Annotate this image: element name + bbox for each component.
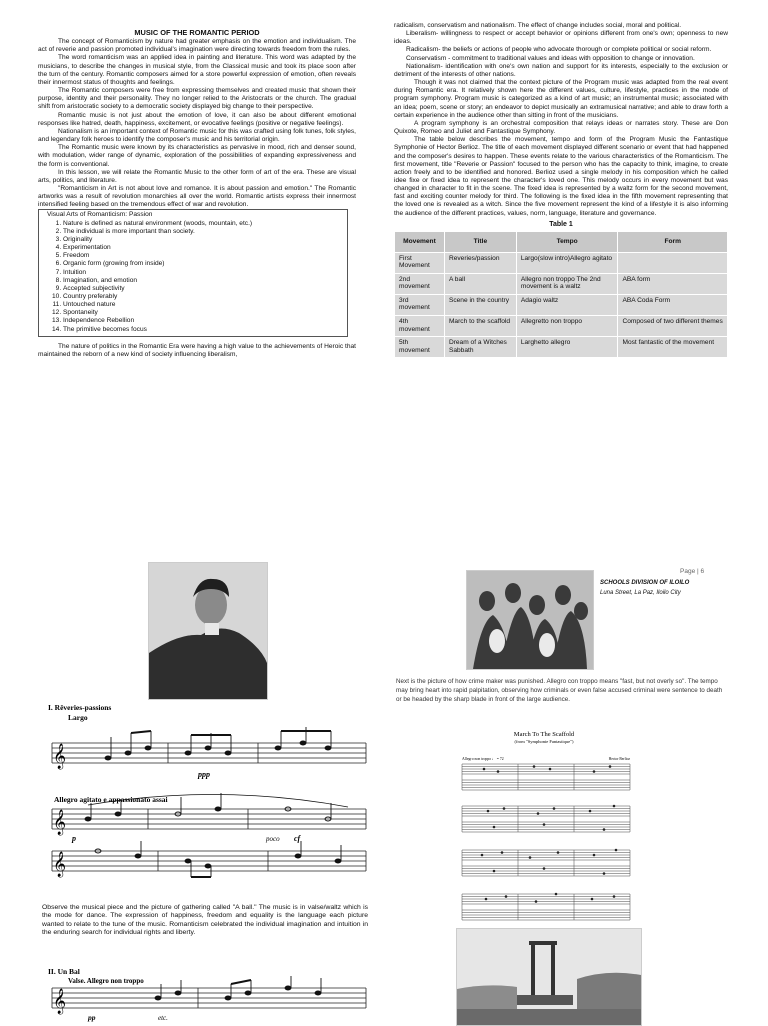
list-item: 8. Imagination, and emotion [63,277,341,285]
notes [95,841,341,877]
dancing-crowd-image [466,570,594,670]
treble-clef-icon: 𝄞 [53,809,67,834]
movements-table [394,231,728,359]
score-un-bal [48,966,370,1022]
score-title: March To The Scaffold [513,731,575,738]
dynamic-marking: cf [294,834,301,843]
paragraph: Nationalism is an important context of Romantic music for this was crafted using folk tunes, folk styles, and legendary folk heroes to identify the composer's music and his territorial origin. [38,127,356,144]
list-item: 10. Country preferably [63,293,341,301]
definition: Conservatism - commitment to traditional values and ideas with opposition to change or innovation. [406,54,695,62]
table-cell: 5th movement [395,337,445,358]
list-item: 7. Intuition [63,269,341,277]
movement-title: I. Rêveries-passions [48,703,112,712]
table-cell [618,252,728,273]
table-cell: Adagio waltz [516,294,618,315]
dynamic-marking: poco [266,835,280,843]
list-item: 3. Originality [63,236,341,244]
list-item: 11. Untouched nature [63,301,341,309]
page-title: MUSIC OF THE ROMANTIC PERIOD [134,28,260,37]
table-header-row [395,231,728,252]
table-cell: Dream of a Witches Sabbath [444,337,516,358]
treble-clef-icon: 𝄞 [53,988,67,1013]
paragraph: The word romanticism was an applied idea in painting and literature. This word was adapted by the musicians, to describe the changes in musical style, from the Classical music and took its place soon after the turn of the century. Romantic composers aimed for a store powerful expression of emotion, often reveals their innermost status of thoughts and feelings. [38,54,356,86]
paragraph: The Romantic music were known by its characteristics as pervasive in mood, rich and denser sound, with modulation, wider range of dynamic, exploration of the possibilities of expanding expressiveness and the form is conventional. [38,144,356,168]
paragraph: radicalism, conservatism and nationalism. The effect of change includes social, moral and political. [394,22,682,29]
definition: Nationalism- identification with one's own nation and support for its interests, especially to the exclusion or detriment of the interests of other nations. [394,62,728,78]
table-caption: Table 1 [549,220,573,228]
table-cell: Reveries/passion [444,252,516,273]
list-item: 2. The individual is more important than society. [63,228,341,236]
annotation: etc. [158,1014,168,1022]
list-item: 6. Organic form (growing from inside) [63,260,341,268]
staff [52,809,366,829]
paragraph: In this lesson, we will relate the Romantic Music to the other form of art of the era. These are visual arts, politics, and literature. [38,168,356,184]
table-cell: A ball [444,273,516,294]
paragraph: The nature of politics in the Romantic Era were having a high value to the achievements of Heroic that maintained the reborn of a new kind of society influencing liberalism, [38,342,356,358]
table-cell: Most fantastic of the movement [618,337,728,358]
table-cell: 2nd movement [395,273,445,294]
list-item: 4. Experimentation [63,244,341,252]
dynamic-marking: ppp [198,770,210,779]
tempo-marking: Valse. Allegro non troppo [68,977,144,985]
visual-arts-box [38,209,348,336]
treble-clef-icon: 𝄞 [53,851,67,876]
right-column [394,22,728,358]
paragraph: The concept of Romanticism by nature had greater emphasis on the emotion and individualism. The act of reverie and passion promoted individual's imagination were directing towards freedom from the rules. [38,38,356,54]
definition: Radicalism- the beliefs or actions of people who advocate thorough or complete political or social reform. [406,46,712,54]
portrait-illustration [149,563,267,699]
dynamic-marking: pp [88,1013,96,1022]
list-item: 13. Independence Rebellion [63,317,341,325]
page8-paragraph: Next is the picture of how crime maker was punished. Allegro con troppo means "fast, but not overly so". The tempo may bring heart into rapid palpitation, observing how criminals or even false accused criminal were sentence to death or be headed by the sharp blade in front of the large audience. [396,678,723,703]
composer-name: Hector Berlioz [608,757,630,761]
table-cell: Allegretto non troppo [516,316,618,337]
paragraph: A program symphony is an orchestral composition that relays ideas or narrates story. These are Don Quixote, Romeo and Juliet and Fantastique Symphony. [394,119,728,136]
treble-clef-icon: 𝄞 [53,743,67,768]
tempo-marking: Largo [68,713,88,722]
school-division: SCHOOLS DIVISION OF ILOILO [600,580,690,586]
paragraph: "Romanticism in Art is not about love and romance. It is about passion and emotion." The Romantic artworks was a result of revolution monarchies all over the world. Romantic artists express their innermost intensified feeling based on the tremendous effect of war and revolution. [38,184,356,209]
table-cell: March to the scaffold [444,316,516,337]
page-number: Page | 6 [680,568,705,575]
dancing-crowd-illustration [467,571,593,669]
left-column [38,29,356,359]
list-item: 12. Spontaneity [63,309,341,317]
definition: Liberalism- willingness to respect or accept behavior or opinions different from one's own; openness to new ideas. [394,30,728,46]
table-row [395,273,728,294]
table-row [395,316,728,337]
table-header: Title [444,231,516,252]
table-cell: First Movement [395,252,445,273]
tempo-marking: Allegro non troppo ♩ = 72 [462,757,504,761]
list-item: 5. Freedom [63,252,341,260]
list-item: 14. The primitive becomes focus [63,326,341,334]
paragraph: The Romantic composers were free from expressing themselves and created music that shown their purpose, identity and their personality. They no longer relied to the Aristocrats or the church. The gradual shift from aristocratic society to a democratic society displayed big change to their perspective. [38,87,356,111]
portrait-image [148,562,268,700]
table-cell: Composed of two different themes [618,316,728,337]
score-reveries [48,703,370,883]
score-subtitle: (from "Symphonie Fantastique") [514,739,574,744]
paragraph: Romantic music is not just about the emotion of love, it can also be about different emotional responses like hatred, death, happiness, excitement, or evocative feelings (positive or negative feelings). [38,111,356,127]
paragraph: Though it was not claimed that the context picture of the Program music was adapted from the real event during Romantic era. It relatively shown here the different values, culture, lifestyle, practices in the mode of program symphony. Program music is categorized as a kind of art music; an instrumental music; associated with an idea; poem, scene or story; an endeavor to depict musically an extramusical narrative; and able to draw forth a certain experience in the audience other than sitting in front of the musicians. [394,79,728,119]
tempo-marking: Allegro agitato e appassionato assai [54,795,168,804]
table-row [395,337,728,358]
table-cell: Scene in the country [444,294,516,315]
page7-paragraph: Observe the musical piece and the picture of gathering called "A ball." The music is in valse/waltz which is the mode for dance. The expression of happiness, freedom and equality is the language each picture wanted to relate to the tune of the music. Romanticism celebrated the individual imagination and intuition in the enduring search for individual rights and liberty. [42,904,368,937]
school-address: Luna Street, La Paz, Iloilo City [600,590,681,596]
dynamic-marking: p [72,834,76,843]
score-march-to-the-scaffold [454,728,634,930]
list-item: 1. Nature is defined as natural environment (woods, mountain, etc.) [63,220,341,228]
table-cell: 4th movement [395,316,445,337]
table-row [395,252,728,273]
paragraph: The table below describes the movement, tempo and form of the Program Music the Fantastique Symphonie of Hector Berlioz. The title of each movement displayed different scenario or event that had happened and the composer's desires to happen. These events relate to the various characteristics of the Romanticism. The first movement, title "Reverie or Passion" focused to the person who has the capacity to think, imagine, to create action freely and to be identified and honored. Berlioz used a single melody in his composition which he called idee fixe or fixed idea to represent the character's loved one. This melody occurs in every movement but was changed in character to fit in the scene. The fixed idea is represented by a waltz form for the second movement, fast and exciting counter melody for third. The following is the fixed idea in the fifth movement representing that the loved one is revealed as a witch. Since the five movement represent the kind of a lifestyle it is also informing the audience of the different practices, values, norm, language, literature and governance. [394,136,728,217]
scaffold-execution-image [456,928,642,1026]
characteristics-list [45,220,341,334]
table-cell: ABA form [618,273,728,294]
scaffold-illustration [457,929,641,1025]
movement-title: II. Un Bal [48,967,80,976]
list-item: 9. Accepted subjectivity [63,285,341,293]
table-row [395,294,728,315]
table-cell: Allegro non troppo The 2nd movement is a waltz [516,273,618,294]
table-cell: 3rd movement [395,294,445,315]
box-title: Visual Arts of Romanticism: Passion [47,211,153,219]
table-cell: ABA Coda Form [618,294,728,315]
table-cell: Larghetto allegro [516,337,618,358]
notes [105,727,331,760]
table-header: Movement [395,231,445,252]
table-cell: Largo(slow intro)Allegro agitato [516,252,618,273]
table-header: Form [618,231,728,252]
table-header: Tempo [516,231,618,252]
